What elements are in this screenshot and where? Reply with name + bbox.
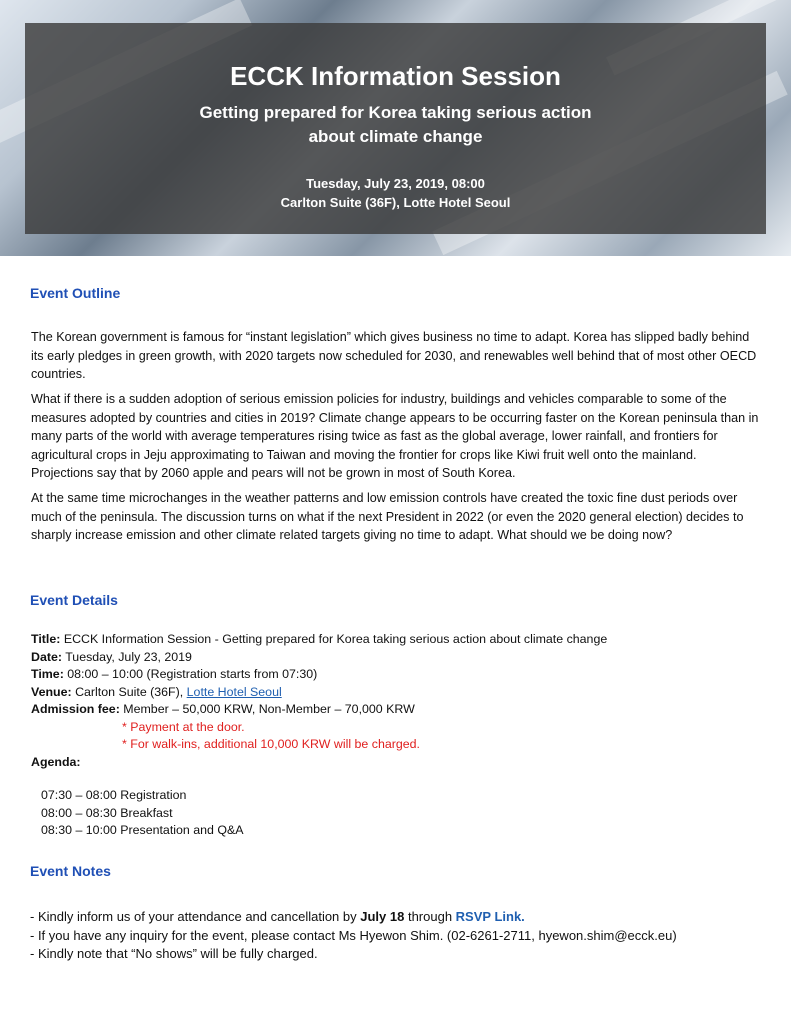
- subtitle-line-1: Getting prepared for Korea taking serious action: [199, 103, 592, 122]
- agenda-label: Agenda:: [31, 754, 81, 769]
- header-banner: [0, 0, 791, 256]
- detail-title: [31, 631, 607, 649]
- header-overlay: [25, 23, 766, 234]
- outline-paragraph-1: The Korean government is famous for “instant legislation” which gives business no time to adapt. Korea has slipped badly behind its early pledges in green growth, with 2020 targets now scheduled for 2030, and renewables well behind that of most other OECD countries.: [31, 330, 757, 381]
- fee-label: Admission fee:: [31, 702, 120, 716]
- time-value: 08:00 – 10:00 (Registration starts from 07:30): [63, 667, 318, 681]
- rsvp-link[interactable]: RSVP Link.: [455, 909, 525, 924]
- detail-date: [31, 649, 607, 667]
- date-value: Tuesday, July 23, 2019: [61, 649, 192, 664]
- details-heading: Event Details: [30, 592, 118, 608]
- event-meta: [25, 174, 766, 212]
- detail-fee: [31, 701, 607, 719]
- fee-note-1: * Payment at the door.: [122, 719, 245, 734]
- event-venue: Carlton Suite (36F), Lotte Hotel Seoul: [280, 195, 511, 210]
- outline-paragraph-3: At the same time microchanges in the weather patterns and low emission controls have created the toxic fine dust periods over much of the peninsula. The discussion turns on what if the next President in 2022 (or even the 2020 general election) decides to sharply increase emission and other climate related targets giving no time to adapt. What should we be doing now?: [31, 491, 744, 542]
- notes-heading: Event Notes: [30, 863, 111, 879]
- note-1-mid: through: [404, 909, 456, 924]
- event-subtitle: [25, 101, 766, 149]
- detail-agenda: [31, 754, 607, 772]
- rsvp-deadline: July 18: [360, 909, 405, 924]
- detail-venue: [31, 684, 607, 702]
- venue-label: Venue:: [31, 684, 72, 699]
- note-line-3: - Kindly note that “No shows” will be fully charged.: [30, 946, 318, 961]
- fee-value: Member – 50,000 KRW, Non-Member – 70,000 KRW: [119, 702, 415, 716]
- detail-time: [31, 666, 607, 684]
- event-details: [31, 631, 607, 840]
- title-value: ECCK Information Session - Getting prepared for Korea taking serious action about climate change: [60, 632, 608, 646]
- agenda-item: 07:30 – 08:00 Registration: [41, 788, 187, 802]
- date-label: Date:: [31, 649, 62, 664]
- event-title: ECCK Information Session: [230, 61, 561, 91]
- subtitle-line-2: about climate change: [308, 127, 483, 146]
- outline-heading: Event Outline: [30, 285, 121, 301]
- note-line-2: - If you have any inquiry for the event, please contact Ms Hyewon Shim. (02-6261-2711, hyewon.shim@ecck.eu): [30, 927, 677, 943]
- agenda-item: 08:30 – 10:00 Presentation and Q&A: [41, 823, 244, 837]
- title-label: Title:: [31, 632, 61, 646]
- time-label: Time:: [31, 667, 64, 681]
- note-line-1: [30, 908, 677, 927]
- venue-link[interactable]: Lotte Hotel Seoul: [186, 684, 282, 699]
- event-date: Tuesday, July 23, 2019, 08:00: [306, 176, 485, 191]
- venue-value: Carlton Suite (36F),: [71, 684, 187, 699]
- fee-note-2: * For walk-ins, additional 10,000 KRW will be charged.: [122, 737, 420, 751]
- agenda-item: 08:00 – 08:30 Breakfast: [41, 805, 173, 820]
- event-notes: [30, 908, 677, 964]
- note-1-text: - Kindly inform us of your attendance and cancellation by: [30, 909, 361, 924]
- outline-paragraph-2: What if there is a sudden adoption of serious emission policies for industry, buildings and vehicles comparable to some of the measures adopted by countries and cities in 2019? Climate change appears to be occurring faster on the Korean peninsula than in many parts of the world with average temperatures rising twice as fast as the global average, lower rainfall, and frontiers for agricultural crops in Jeju approximating to Taiwan and moving the frontier for crops like Kiwi fruit well onto the mainland. Projections say that by 2060 apple and pears will not be grown in most of South Korea.: [31, 392, 759, 480]
